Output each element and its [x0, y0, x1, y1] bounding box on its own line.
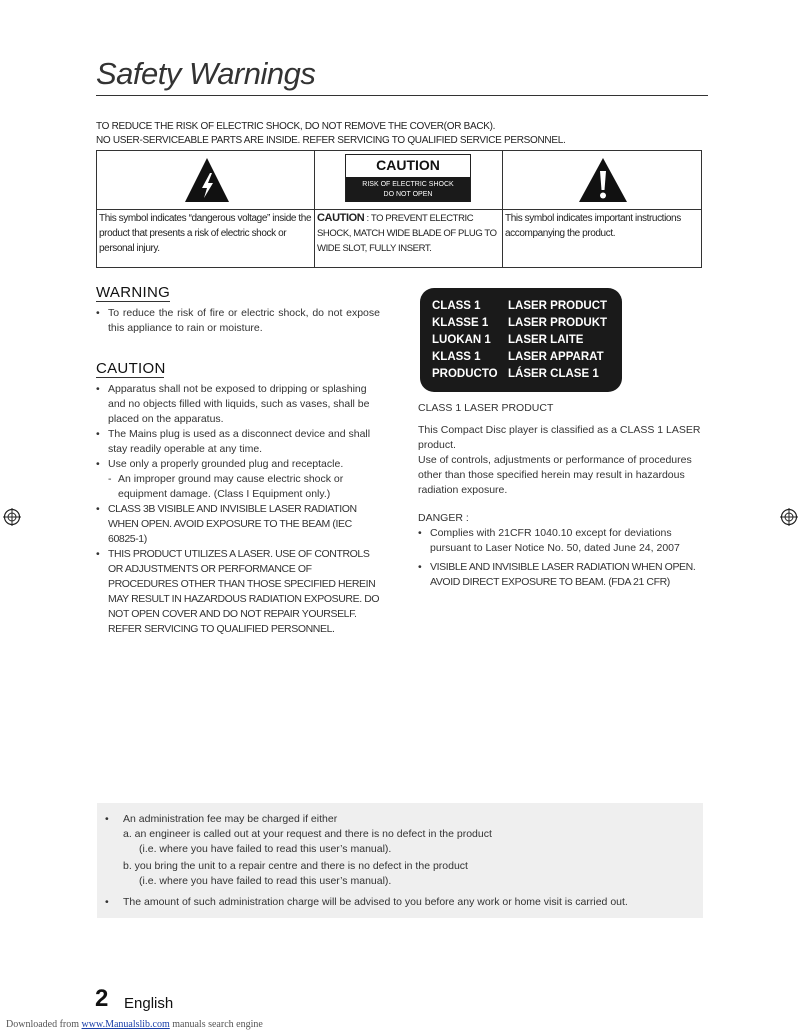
caution-plug-text: : TO PREVENT ELECTRIC SHOCK, MATCH WIDE BLADE OF PLUG TO WIDE SLOT, FULLY INSERT. — [317, 213, 497, 254]
download-footer — [6, 1019, 263, 1030]
warning-item: • To reduce the risk of fire or electric shock, do not expose this appliance to rain or moisture. — [96, 306, 380, 336]
caution-list — [96, 382, 380, 637]
caution-item: • Apparatus shall not be exposed to dripping or splashing and no objects filled with liquids, such as vases, shall be placed on the apparatus. — [96, 382, 380, 427]
laser-class-label — [420, 288, 622, 392]
important-symbol-description: This symbol indicates important instructions accompanying the product. — [505, 213, 681, 239]
caution-item: • Use only a properly grounded plug and receptacle. — [96, 457, 380, 472]
laser-label-row-4-left: KLASS 1 — [432, 351, 481, 363]
fee-item-1-a: a. an engineer is called out at your request and there is no defect in the product — [123, 828, 492, 840]
laser-label-row-1-right: LASER PRODUCT — [508, 300, 608, 312]
intro-text — [96, 120, 708, 148]
fee-item-2: The amount of such administration charge will be advised to you before any work or home visit is carried out. — [123, 896, 628, 908]
laser-info — [418, 401, 708, 498]
laser-label-row-1-left: CLASS 1 — [432, 300, 481, 312]
danger-heading: DANGER : — [418, 512, 469, 524]
footer-tagline: manuals search engine — [169, 1019, 263, 1030]
page-number: 2 — [95, 985, 109, 1012]
laser-label-row-3-right: LASER LAITE — [508, 334, 584, 346]
laser-label-row-5-right: LÁSER CLASE 1 — [508, 368, 599, 380]
laser-label-row-2-right: LASER PRODUKT — [508, 317, 608, 329]
caution-heading: CAUTION — [96, 360, 166, 377]
fee-item-1: An administration fee may be charged if either — [123, 813, 338, 825]
lightning-triangle-icon — [183, 156, 231, 204]
fee-item-1-a-note: (i.e. where you have failed to read this user’s manual). — [139, 843, 392, 855]
administration-fee-box — [97, 803, 703, 918]
warning-heading: WARNING — [96, 284, 171, 301]
laser-info-para-1: This Compact Disc player is classified as a CLASS 1 LASER product. — [418, 424, 701, 451]
danger-item: • Complies with 21CFR 1040.10 except for deviations pursuant to Laser Notice No. 50, dated June 24, 2007 — [418, 526, 704, 556]
footer-downloaded-from: Downloaded from — [6, 1019, 82, 1030]
caution-label-sub-1: RISK OF ELECTRIC SHOCK — [362, 181, 454, 188]
caution-plug-bold: CAUTION — [317, 212, 365, 224]
fee-item-1-b: b. you bring the unit to a repair centre and there is no defect in the product — [123, 860, 468, 872]
caution-item: • CLASS 3B VISIBLE AND INVISIBLE LASER RADIATION WHEN OPEN. AVOID EXPOSURE TO THE BEAM (IEC 60825-1) — [96, 502, 380, 547]
caution-label-sub-2: DO NOT OPEN — [383, 191, 433, 198]
caution-underline — [96, 377, 164, 378]
laser-label-row-3-left: LUOKAN 1 — [432, 334, 491, 346]
laser-info-para-2: Use of controls, adjustments or performance of procedures other than those specified herein may result in hazardous radiation exposure. — [418, 454, 692, 496]
title-divider — [96, 95, 708, 96]
caution-plug-description — [317, 211, 500, 256]
warning-list — [96, 306, 380, 336]
caution-item: • THIS PRODUCT UTILIZES A LASER. USE OF CONTROLS OR ADJUSTMENTS OR PERFORMANCE OF PROCEDURES OTHER THAN THOSE SPECIFIED HEREIN MAY RESULT IN HAZARDOUS RADIATION EXPOSURE. DO NOT OPEN COVER AND DO NOT REPAIR YOURSELF. REFER SERVICING TO QUALIFIED PERSONNEL. — [96, 547, 380, 637]
symbols-cell-voltage — [97, 151, 315, 267]
exclamation-triangle-icon — [577, 156, 629, 204]
laser-label-row-2-left: KLASSE 1 — [432, 317, 489, 329]
caution-label-graphic — [345, 154, 471, 202]
danger-list — [418, 526, 704, 590]
danger-item: • VISIBLE AND INVISIBLE LASER RADIATION WHEN OPEN. AVOID DIRECT EXPOSURE TO BEAM. (FDA 21 CFR) — [418, 560, 704, 590]
intro-line-2: NO USER-SERVICEABLE PARTS ARE INSIDE. REFER SERVICING TO QUALIFIED SERVICE PERSONNEL. — [96, 135, 566, 146]
laser-info-heading: CLASS 1 LASER PRODUCT — [418, 402, 554, 414]
caution-item: • The Mains plug is used as a disconnect device and shall stay readily operable at any time. — [96, 427, 380, 457]
registration-mark-icon — [780, 508, 798, 526]
page-title: Safety Warnings — [96, 56, 316, 91]
manualslib-link[interactable]: www.Manualslib.com — [81, 1019, 170, 1030]
intro-line-1: TO REDUCE THE RISK OF ELECTRIC SHOCK, DO NOT REMOVE THE COVER(OR BACK). — [96, 121, 496, 132]
fee-bullet: • — [105, 896, 109, 908]
symbols-table — [96, 150, 702, 268]
fee-bullet: • — [105, 813, 109, 825]
symbols-cell-important — [503, 151, 701, 267]
caution-label-subtext — [346, 177, 470, 202]
voltage-symbol-description: This symbol indicates “dangerous voltage” inside the product that presents a risk of electric shock or personal injury. — [99, 213, 312, 254]
warning-underline — [96, 301, 170, 302]
symbols-cell-caution — [315, 151, 503, 267]
laser-label-row-4-right: LASER APPARAT — [508, 351, 604, 363]
caution-sub-item: - An improper ground may cause electric shock or equipment damage. (Class I Equipment only.) — [96, 472, 380, 502]
registration-mark-icon — [3, 508, 21, 526]
laser-label-row-5-left: PRODUCTO — [432, 368, 498, 380]
caution-label-word: CAUTION — [376, 157, 440, 173]
page-language: English — [124, 995, 174, 1012]
fee-item-1-b-note: (i.e. where you have failed to read this user’s manual). — [139, 875, 392, 887]
